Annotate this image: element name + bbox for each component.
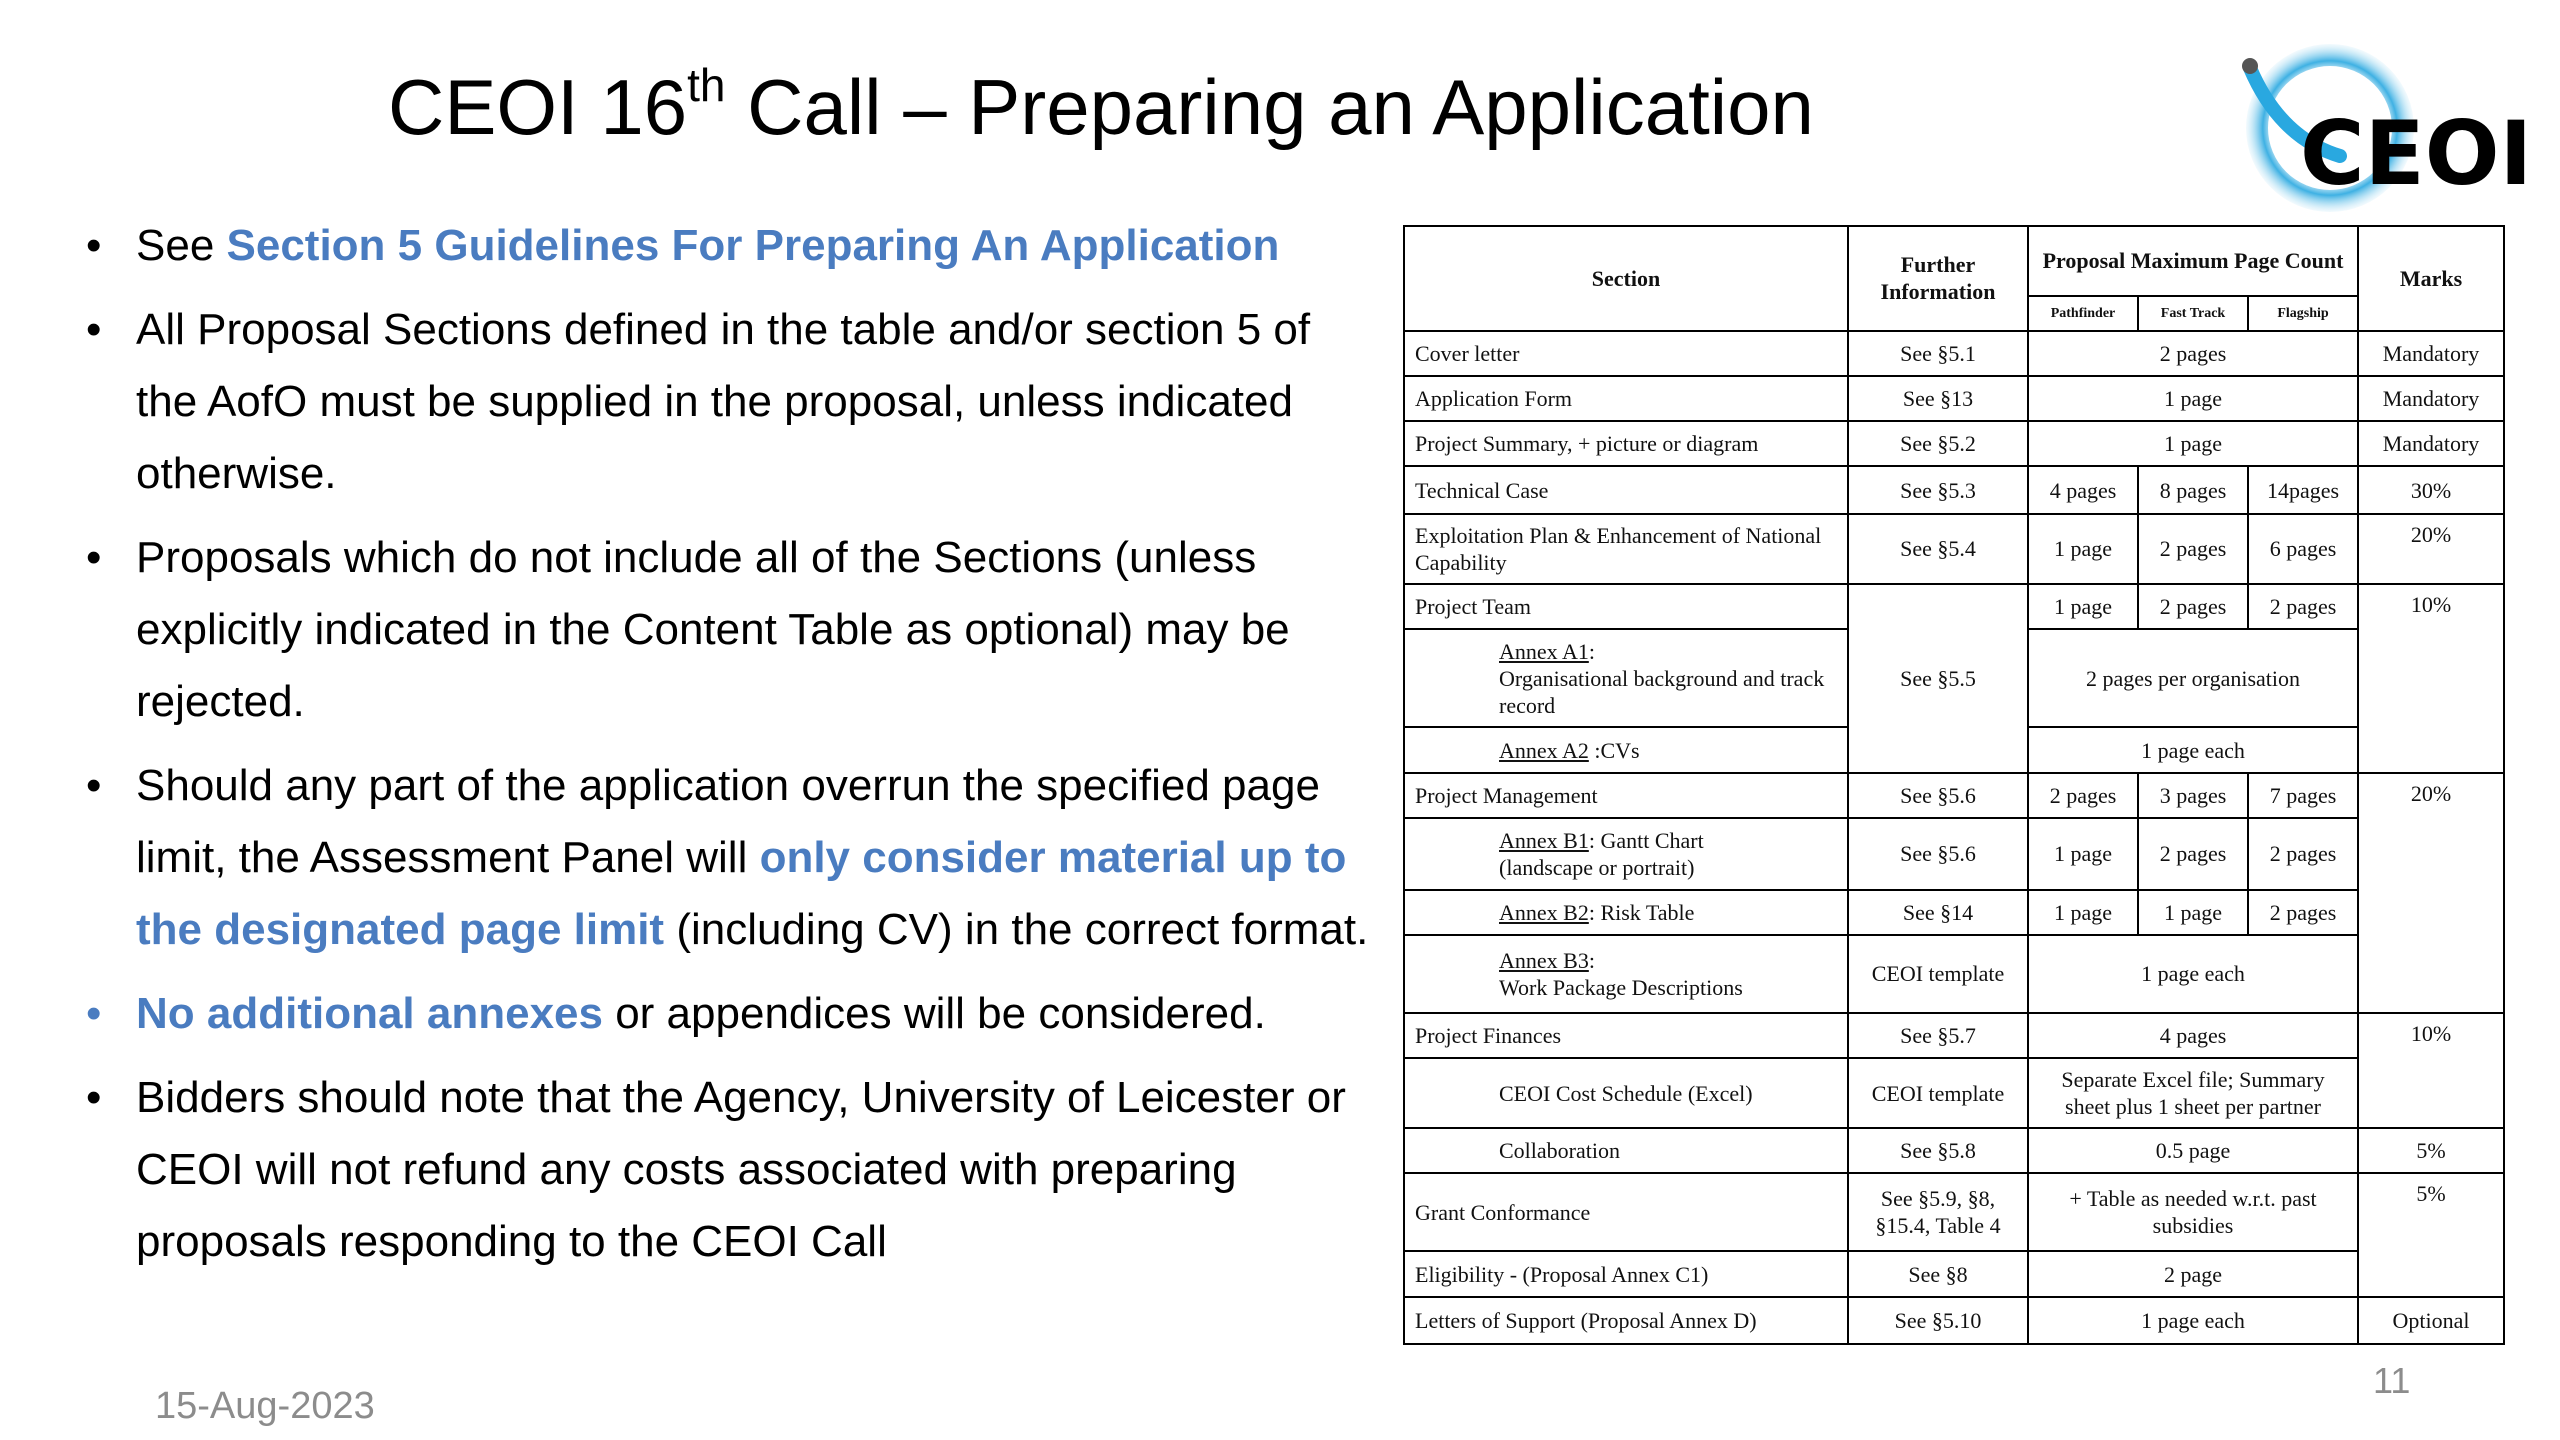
row-section: Project Team — [1404, 584, 1848, 629]
bullet-marker: • — [86, 1073, 102, 1122]
content-table — [1403, 225, 2505, 1345]
row-marks: 5% — [2358, 1128, 2504, 1173]
row-info: See §13 — [1848, 376, 2028, 421]
row-pages: 2 page — [2028, 1251, 2358, 1296]
ceoi-logo — [2210, 38, 2550, 218]
row-info: CEOI template — [1848, 1058, 2028, 1128]
page-number: 11 — [2373, 1360, 2411, 1401]
table-row — [1404, 1058, 2504, 1128]
row-marks: 30% — [2358, 466, 2504, 513]
row-marks: 20% — [2358, 514, 2504, 584]
table-row — [1404, 935, 2504, 1013]
row-section — [1404, 890, 1848, 935]
slide-title — [388, 59, 1814, 153]
row-pages: 1 page each — [2028, 935, 2358, 1013]
row-section-text: (landscape or portrait) — [1499, 854, 1695, 880]
table-row — [1404, 1173, 2504, 1251]
table-row — [1404, 514, 2504, 584]
row-fast-track: 1 page — [2138, 890, 2248, 935]
bullet-proposal-sections — [82, 294, 1382, 510]
table-row — [1404, 1128, 2504, 1173]
row-info: See §14 — [1848, 890, 2028, 935]
row-pages: + Table as needed w.r.t. past subsidies — [2028, 1173, 2358, 1251]
row-section: Application Form — [1404, 376, 1848, 421]
row-flagship: 14pages — [2248, 466, 2358, 513]
title-superscript: th — [687, 59, 726, 111]
bullet-rejection — [82, 522, 1382, 738]
row-fast-track: 3 pages — [2138, 773, 2248, 818]
row-pages: 4 pages — [2028, 1013, 2358, 1058]
table-row — [1404, 1013, 2504, 1058]
annex-b1-link[interactable]: Annex B1 — [1499, 827, 1589, 853]
row-pathfinder: 2 pages — [2028, 773, 2138, 818]
table-row — [1404, 1297, 2504, 1344]
bullet-marker: • — [86, 989, 102, 1038]
bullet-marker: • — [86, 533, 102, 582]
row-info: See §5.10 — [1848, 1297, 2028, 1344]
row-section-text: Organisational background and track record — [1499, 665, 1825, 718]
row-info: See §5.9, §8, §15.4, Table 4 — [1848, 1173, 2028, 1251]
row-section — [1404, 727, 1848, 772]
table-row — [1404, 773, 2504, 818]
header-flagship: Flagship — [2248, 296, 2358, 331]
row-fast-track: 2 pages — [2138, 514, 2248, 584]
row-section-text: : — [1588, 638, 1595, 664]
row-info: See §5.4 — [1848, 514, 2028, 584]
row-section — [1404, 629, 1848, 728]
row-pages: 1 page each — [2028, 1297, 2358, 1344]
row-fast-track: 8 pages — [2138, 466, 2248, 513]
bullet-text: See — [136, 221, 227, 270]
row-info: See §5.8 — [1848, 1128, 2028, 1173]
row-section: Cover letter — [1404, 331, 1848, 376]
row-pages: 1 page each — [2028, 727, 2358, 772]
row-section: Collaboration — [1404, 1128, 1848, 1173]
row-marks: Mandatory — [2358, 331, 2504, 376]
row-info: See §5.5 — [1848, 584, 2028, 773]
row-section-text: : Gantt Chart — [1588, 827, 1704, 853]
logo-text: CEOI — [2300, 102, 2533, 205]
row-fast-track: 2 pages — [2138, 584, 2248, 629]
section-5-link[interactable]: Section 5 Guidelines For Preparing An Application — [226, 221, 1280, 270]
row-pages: 1 page — [2028, 421, 2358, 466]
bullet-text: Bidders should note that the Agency, University of Leicester or CEOI will not refund any costs associated with preparing proposals responding to the CEOI Call — [136, 1073, 1346, 1266]
row-section — [1404, 818, 1848, 890]
bullet-text: Should any part of the application overrun the specified page limit, the Assessment Panel will — [136, 761, 1320, 882]
row-section: Exploitation Plan & Enhancement of National Capability — [1404, 514, 1848, 584]
row-section-text: Work Package Descriptions — [1499, 974, 1743, 1000]
table-header-row — [1404, 226, 2504, 296]
row-info: CEOI template — [1848, 935, 2028, 1013]
row-marks: Mandatory — [2358, 376, 2504, 421]
header-fast-track: Fast Track — [2138, 296, 2248, 331]
annex-a1-link[interactable]: Annex A1 — [1499, 638, 1589, 664]
row-pages: 2 pages — [2028, 331, 2358, 376]
bullet-no-annexes — [82, 978, 1382, 1050]
footer-date: 15-Aug-2023 — [155, 1385, 375, 1427]
row-flagship: 2 pages — [2248, 818, 2358, 890]
row-info: See §5.1 — [1848, 331, 2028, 376]
annex-b2-link[interactable]: Annex B2 — [1499, 899, 1589, 925]
row-pages: 2 pages per organisation — [2028, 629, 2358, 728]
no-annexes-highlight: No additional annexes — [136, 989, 603, 1038]
table-row — [1404, 466, 2504, 513]
row-section: Grant Conformance — [1404, 1173, 1848, 1251]
row-section-text: : — [1588, 947, 1595, 973]
row-marks: Mandatory — [2358, 421, 2504, 466]
bullet-text: Proposals which do not include all of the Sections (unless explicitly indicated in the Content Table as optional) may be rejected. — [136, 533, 1290, 726]
row-pages: Separate Excel file; Summary sheet plus 1 sheet per partner — [2028, 1058, 2358, 1128]
row-pathfinder: 1 page — [2028, 514, 2138, 584]
row-section: Project Summary, + picture or diagram — [1404, 421, 1848, 466]
table-row — [1404, 421, 2504, 466]
row-section: CEOI Cost Schedule (Excel) — [1404, 1058, 1848, 1128]
row-section: Letters of Support (Proposal Annex D) — [1404, 1297, 1848, 1344]
row-section-text: : Risk Table — [1588, 899, 1695, 925]
row-info: See §5.6 — [1848, 818, 2028, 890]
row-marks: 10% — [2358, 1013, 2504, 1128]
row-section: Technical Case — [1404, 466, 1848, 513]
row-pathfinder: 1 page — [2028, 584, 2138, 629]
row-fast-track: 2 pages — [2138, 818, 2248, 890]
page-limit-highlight: only consider material up to the designated page limit — [136, 833, 1347, 954]
annex-b3-link[interactable]: Annex B3 — [1499, 947, 1589, 973]
bullet-marker: • — [86, 221, 102, 270]
row-marks: 5% — [2358, 1173, 2504, 1296]
header-marks: Marks — [2358, 226, 2504, 331]
bullet-marker: • — [86, 305, 102, 354]
table-row — [1404, 331, 2504, 376]
bullet-costs — [82, 1062, 1382, 1278]
row-info: See §5.3 — [1848, 466, 2028, 513]
row-flagship: 2 pages — [2248, 890, 2358, 935]
header-section: Section — [1404, 226, 1848, 331]
annex-a2-link[interactable]: Annex A2 — [1499, 737, 1589, 763]
row-section: Eligibility - (Proposal Annex C1) — [1404, 1251, 1848, 1296]
row-flagship: 2 pages — [2248, 584, 2358, 629]
bullet-see-section-5 — [82, 210, 1382, 282]
bullet-text: All Proposal Sections defined in the table and/or section 5 of the AofO must be supplied in the proposal, unless indicated otherwise. — [136, 305, 1311, 498]
table-row — [1404, 818, 2504, 890]
row-info: See §5.6 — [1848, 773, 2028, 818]
bullet-text: (including CV) in the correct format. — [664, 905, 1369, 954]
row-pathfinder: 4 pages — [2028, 466, 2138, 513]
title-prefix: CEOI 16 — [388, 63, 688, 151]
row-section-text: :CVs — [1588, 737, 1640, 763]
row-section: Project Management — [1404, 773, 1848, 818]
row-pathfinder: 1 page — [2028, 890, 2138, 935]
row-pages: 0.5 page — [2028, 1128, 2358, 1173]
row-pages: 1 page — [2028, 376, 2358, 421]
row-flagship: 7 pages — [2248, 773, 2358, 818]
row-info: See §5.2 — [1848, 421, 2028, 466]
row-section — [1404, 935, 1848, 1013]
header-further-info: Further Information — [1848, 226, 2028, 331]
header-pathfinder: Pathfinder — [2028, 296, 2138, 331]
row-marks: 10% — [2358, 584, 2504, 773]
bullet-text: or appendices will be considered. — [602, 989, 1266, 1038]
header-page-count: Proposal Maximum Page Count — [2028, 226, 2358, 296]
title-suffix: Call – Preparing an Application — [725, 63, 1814, 151]
bullet-page-limit — [82, 750, 1382, 966]
table-row — [1404, 376, 2504, 421]
row-marks: Optional — [2358, 1297, 2504, 1344]
table-row — [1404, 890, 2504, 935]
bullet-marker: • — [86, 761, 102, 810]
row-section: Project Finances — [1404, 1013, 1848, 1058]
bullet-list — [82, 210, 1382, 1290]
row-marks: 20% — [2358, 773, 2504, 1013]
row-pathfinder: 1 page — [2028, 818, 2138, 890]
row-info: See §8 — [1848, 1251, 2028, 1296]
row-flagship: 6 pages — [2248, 514, 2358, 584]
row-info: See §5.7 — [1848, 1013, 2028, 1058]
table-row — [1404, 1251, 2504, 1296]
table-row — [1404, 584, 2504, 629]
